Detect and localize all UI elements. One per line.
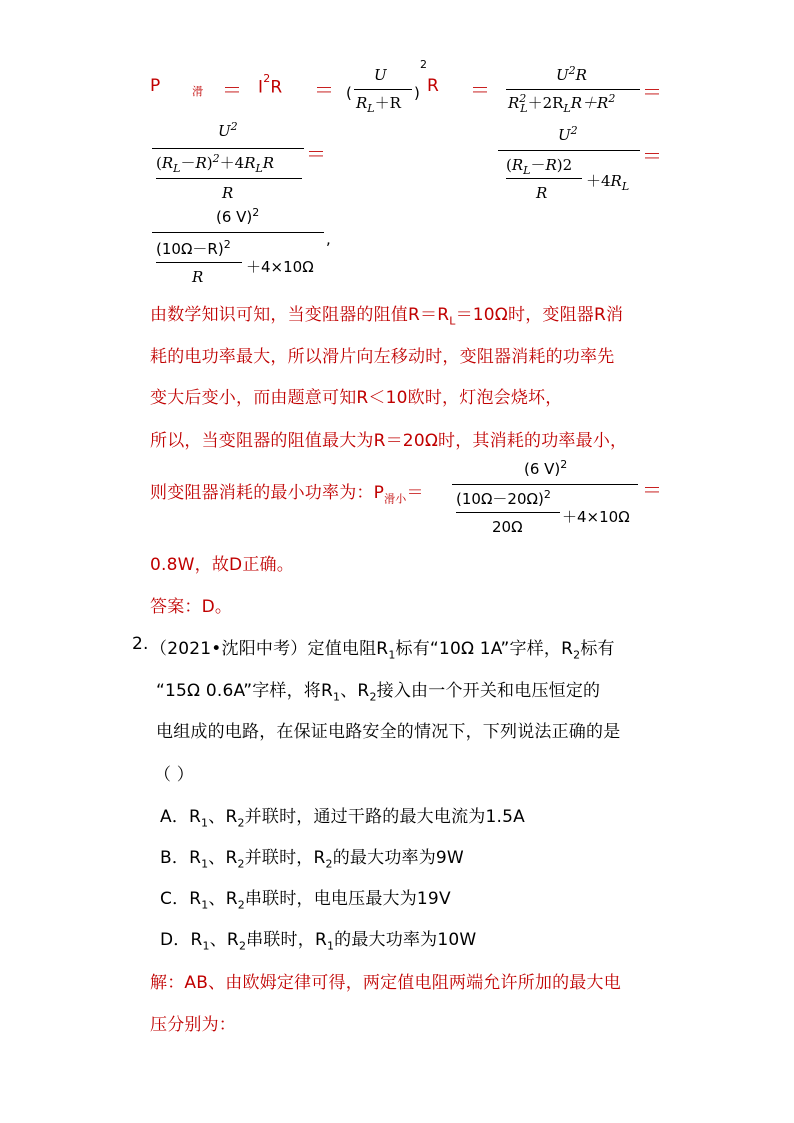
equals-sign: ＝ [642,144,662,168]
fraction-bar [498,150,640,151]
fraction-bar [152,232,324,233]
min-power-inner-bar [456,512,560,513]
min-power-fraction-bar [452,484,638,485]
power-symbol: P $_滑$ [150,76,204,98]
solution-line-1: 解：AB、由欧姆定律可得，两定值电阻两端允许所加的最大电 [150,973,621,993]
explanation-line-2: 耗的电功率最大，所以滑片向左移动时，变阻器消耗的功率先 [150,347,615,367]
question-line-2: “15Ω 0.6A”字样，将$R_1$、$R_2$接入由一个开关和电压恒定的 [156,681,601,704]
equals-sign: ＝ [642,80,662,104]
inner-denominator: R [192,268,204,286]
inner-fraction-bar [506,178,582,179]
fraction-denominator-tail: $+4R_L$ [586,172,630,193]
resistance-r: R [427,76,440,96]
inner-fraction-bar [156,262,242,263]
min-power-denominator: $(10\Omega-20\Omega)^2$ [456,488,551,508]
fraction-denominator: $(10\Omega-R)^2$ [156,238,231,258]
inner-denominator: R [222,184,234,202]
option-a: A．$R_1$、$R_2$并联时，通过干路的最大电流为1.5A [160,807,525,830]
explanation-line-5: 则变阻器消耗的最小功率为：$P_{滑小}=$ [150,483,424,506]
comma: , [326,230,331,248]
option-b: B．$R_1$、$R_2$并联时，$R_2$的最大功率为9W [160,848,464,871]
equals-sign: ＝ [470,78,490,102]
fraction-numerator: (6 V)$^2$ [216,206,260,226]
question-number: 2. [132,634,149,654]
fraction-denominator: $R_L+R$ [356,94,401,115]
fraction-numerator: $U^2$ [218,120,238,140]
answer-line: 答案：D。 [150,597,233,617]
fraction-numerator: $U^2R$ [556,64,587,84]
inner-denominator: R [536,184,548,202]
fraction-denominator: $(R_L-R)^2+4R_LR$ [156,152,275,175]
equals-sign: ＝ [306,142,326,166]
explanation-line-6: 0.8W，故D正确。 [150,555,294,575]
fraction-numerator: $U^2$ [558,124,578,144]
equals-sign: ＝ [222,78,242,102]
min-power-inner-denominator: 20Ω [492,518,523,536]
min-power-numerator: (6 V)$^2$ [524,458,568,478]
explanation-line-3: 变大后变小，而由题意可知R＜10欧时，灯泡会烧坏， [150,388,563,408]
question-line-3: 电组成的电路，在保证电路安全的情况下，下列说法正确的是 [156,722,621,742]
inner-fraction-bar [156,178,302,179]
min-power-denominator-tail: ＋4×10Ω [562,508,630,526]
fraction-bar [354,89,412,90]
fraction-denominator-tail: ＋4×10Ω [246,258,314,276]
question-line-1: （2021•沈阳中考）定值电阻$R_1$标有“10Ω 1A”字样，$R_2$标有 [150,639,615,662]
option-d: D．$R_1$、$R_2$串联时，$R_1$的最大功率为10W [160,930,477,953]
fraction-denominator: $R^2_L+2R_LR+R^2$ [508,92,616,115]
option-c: C．$R_1$、$R_2$串联时，电电压最大为19V [160,889,451,912]
i-squared-r: $I^2R$ [258,72,283,98]
fraction-denominator: $(R_L-R)2$ [506,156,573,177]
equals-sign: ＝ [642,478,662,502]
exponent: 2 [420,58,427,71]
fraction-numerator: U [374,66,387,84]
equals-sign: ＝ [314,78,334,102]
fraction-bar [152,148,304,149]
explanation-line-1: 由数学知识可知，当变阻器的阻值$R=R_L=10\Omega$时，变阻器R消 [150,305,624,328]
answer-blank: （ ） [154,765,195,785]
fraction-bar [506,89,640,90]
explanation-line-4: 所以，当变阻器的阻值最大为R＝20Ω时，其消耗的功率最小， [150,431,628,451]
solution-line-2: 压分别为： [150,1015,236,1035]
